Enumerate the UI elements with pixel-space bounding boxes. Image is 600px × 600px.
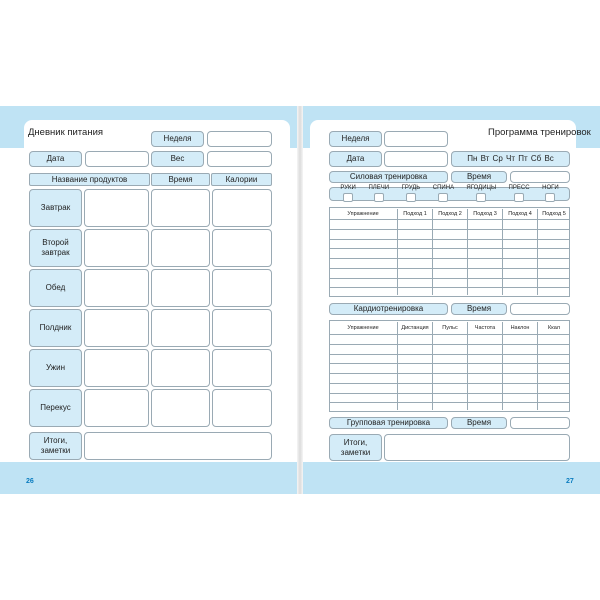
meal-calories-lunch[interactable] <box>212 269 272 307</box>
muscle-back[interactable] <box>427 185 461 202</box>
muscle-legs-checkbox[interactable] <box>545 193 555 202</box>
grid-column-line <box>502 322 503 410</box>
grid-column-line <box>537 209 538 295</box>
notes-label-right: Итоги, заметки <box>329 434 382 461</box>
meal-label-dinner: Ужин <box>29 349 82 387</box>
grid-column-line <box>397 322 398 410</box>
meal-label-snack: Перекус <box>29 389 82 427</box>
meal-time-snack-afternoon[interactable] <box>151 309 210 347</box>
meal-time-breakfast[interactable] <box>151 189 210 227</box>
grid-row-line <box>329 354 570 355</box>
grid-column-line <box>537 322 538 410</box>
notes-field-right[interactable] <box>384 434 570 461</box>
grid-column-line <box>467 322 468 410</box>
muscle-back-checkbox[interactable] <box>438 193 448 202</box>
meal-calories-dinner[interactable] <box>212 349 272 387</box>
book-spine <box>297 106 303 494</box>
meal-calories-snack-afternoon[interactable] <box>212 309 272 347</box>
col-header-calories: Калории <box>211 173 272 186</box>
grid-column-line <box>432 322 433 410</box>
muscle-chest-label: ГРУДЬ <box>401 185 421 192</box>
week-field-left[interactable] <box>207 131 272 147</box>
date-field-left[interactable] <box>85 151 149 167</box>
strength-col-set3: Подход 3 <box>473 211 497 217</box>
col-header-time: Время <box>151 173 210 186</box>
muscle-glutes-label: ЯГОДИЦЫ <box>466 185 497 192</box>
muscle-arms-checkbox[interactable] <box>343 193 353 202</box>
training-program-title: Программа тренировок <box>488 127 591 138</box>
grid-column-line <box>432 209 433 295</box>
grid-row-line <box>329 278 570 279</box>
cardio-col-frequency: Частота <box>474 325 496 331</box>
week-field-right[interactable] <box>384 131 448 147</box>
strength-col-set4: Подход 4 <box>508 211 532 217</box>
notes-field-left[interactable] <box>84 432 272 460</box>
group-time-field[interactable] <box>510 417 570 429</box>
right-footer-band <box>303 462 600 494</box>
grid-row-line <box>329 268 570 269</box>
weight-label: Вес <box>151 151 204 167</box>
meal-products-snack-afternoon[interactable] <box>84 309 149 347</box>
cardio-col-kcal: Ккал <box>548 325 560 331</box>
nutrition-diary-title: Дневник питания <box>28 127 104 138</box>
grid-row-line <box>329 229 570 230</box>
cardio-time-label: Время <box>451 303 507 315</box>
cardio-col-incline: Наклон <box>510 325 530 331</box>
strength-col-exercise: Упражнение <box>347 211 379 217</box>
left-footer-band <box>0 462 297 494</box>
muscle-glutes[interactable] <box>460 185 502 202</box>
grid-row-line <box>329 344 570 345</box>
meal-time-dinner[interactable] <box>151 349 210 387</box>
date-field-right[interactable] <box>384 151 448 167</box>
grid-row-line <box>329 287 570 288</box>
weight-field[interactable] <box>207 151 272 167</box>
cardio-time-field[interactable] <box>510 303 570 315</box>
meal-products-lunch[interactable] <box>84 269 149 307</box>
cardio-col-pulse: Пульс <box>442 325 458 331</box>
meal-calories-second-breakfast[interactable] <box>212 229 272 267</box>
grid-row-line <box>329 239 570 240</box>
muscle-chest[interactable] <box>395 185 426 202</box>
muscle-shoulders-checkbox[interactable] <box>374 193 384 202</box>
grid-row-line <box>329 393 570 394</box>
meal-calories-breakfast[interactable] <box>212 189 272 227</box>
muscle-shoulders[interactable] <box>362 185 395 202</box>
meal-label-second-breakfast: Второй завтрак <box>29 229 82 267</box>
strength-time-label: Время <box>451 171 507 183</box>
muscle-shoulders-label: ПЛЕЧИ <box>368 185 390 192</box>
cardio-training-label: Кардиотренировка <box>329 303 448 315</box>
muscle-group-bar <box>329 187 570 201</box>
meal-products-breakfast[interactable] <box>84 189 149 227</box>
meal-products-second-breakfast[interactable] <box>84 229 149 267</box>
strength-exercise-table[interactable] <box>329 207 570 297</box>
muscle-legs[interactable] <box>536 185 565 202</box>
page-number-right: 27 <box>566 478 574 485</box>
week-label-right: Неделя <box>329 131 382 147</box>
grid-row-line <box>329 334 570 335</box>
grid-row-line <box>329 219 570 220</box>
muscle-abs-checkbox[interactable] <box>514 193 524 202</box>
muscle-arms[interactable] <box>334 185 362 202</box>
meal-calories-snack[interactable] <box>212 389 272 427</box>
grid-row-line <box>329 373 570 374</box>
muscle-abs-label: ПРЕСС <box>508 185 530 192</box>
muscle-arms-label: РУКИ <box>340 185 356 192</box>
col-header-products: Название продуктов <box>29 173 150 186</box>
notes-label-left: Итоги, заметки <box>29 432 82 460</box>
cardio-col-exercise: Упражнение <box>347 325 379 331</box>
strength-training-label: Силовая тренировка <box>329 171 448 183</box>
grid-column-line <box>502 209 503 295</box>
date-label-left: Дата <box>29 151 82 167</box>
muscle-legs-label: НОГИ <box>542 185 559 192</box>
group-training-label: Групповая тренировка <box>329 417 448 429</box>
muscle-abs[interactable] <box>502 185 535 202</box>
group-time-label: Время <box>451 417 507 429</box>
grid-row-line <box>329 402 570 403</box>
meal-label-snack-afternoon: Полдник <box>29 309 82 347</box>
grid-row-line <box>329 363 570 364</box>
grid-row-line <box>329 248 570 249</box>
week-label-left: Неделя <box>151 131 204 147</box>
meal-time-second-breakfast[interactable] <box>151 229 210 267</box>
meal-time-snack[interactable] <box>151 389 210 427</box>
muscle-chest-checkbox[interactable] <box>406 193 416 202</box>
strength-time-field[interactable] <box>510 171 570 183</box>
date-label-right: Дата <box>329 151 382 167</box>
grid-column-line <box>397 209 398 295</box>
meal-products-snack[interactable] <box>84 389 149 427</box>
meal-label-lunch: Обед <box>29 269 82 307</box>
weekday-selector[interactable]: Пн Вт Ср Чт Пт Сб Вс <box>451 151 570 167</box>
meal-label-breakfast: Завтрак <box>29 189 82 227</box>
strength-col-set1: Подход 1 <box>403 211 427 217</box>
muscle-back-label: СПИНА <box>432 185 455 192</box>
grid-row-line <box>329 383 570 384</box>
cardio-col-distance: Дистанция <box>401 325 429 331</box>
grid-row-line <box>329 258 570 259</box>
muscle-glutes-checkbox[interactable] <box>476 193 486 202</box>
page-number-left: 26 <box>26 478 34 485</box>
strength-col-set5: Подход 5 <box>542 211 566 217</box>
meal-time-lunch[interactable] <box>151 269 210 307</box>
meal-products-dinner[interactable] <box>84 349 149 387</box>
strength-col-set2: Подход 2 <box>438 211 462 217</box>
grid-column-line <box>467 209 468 295</box>
